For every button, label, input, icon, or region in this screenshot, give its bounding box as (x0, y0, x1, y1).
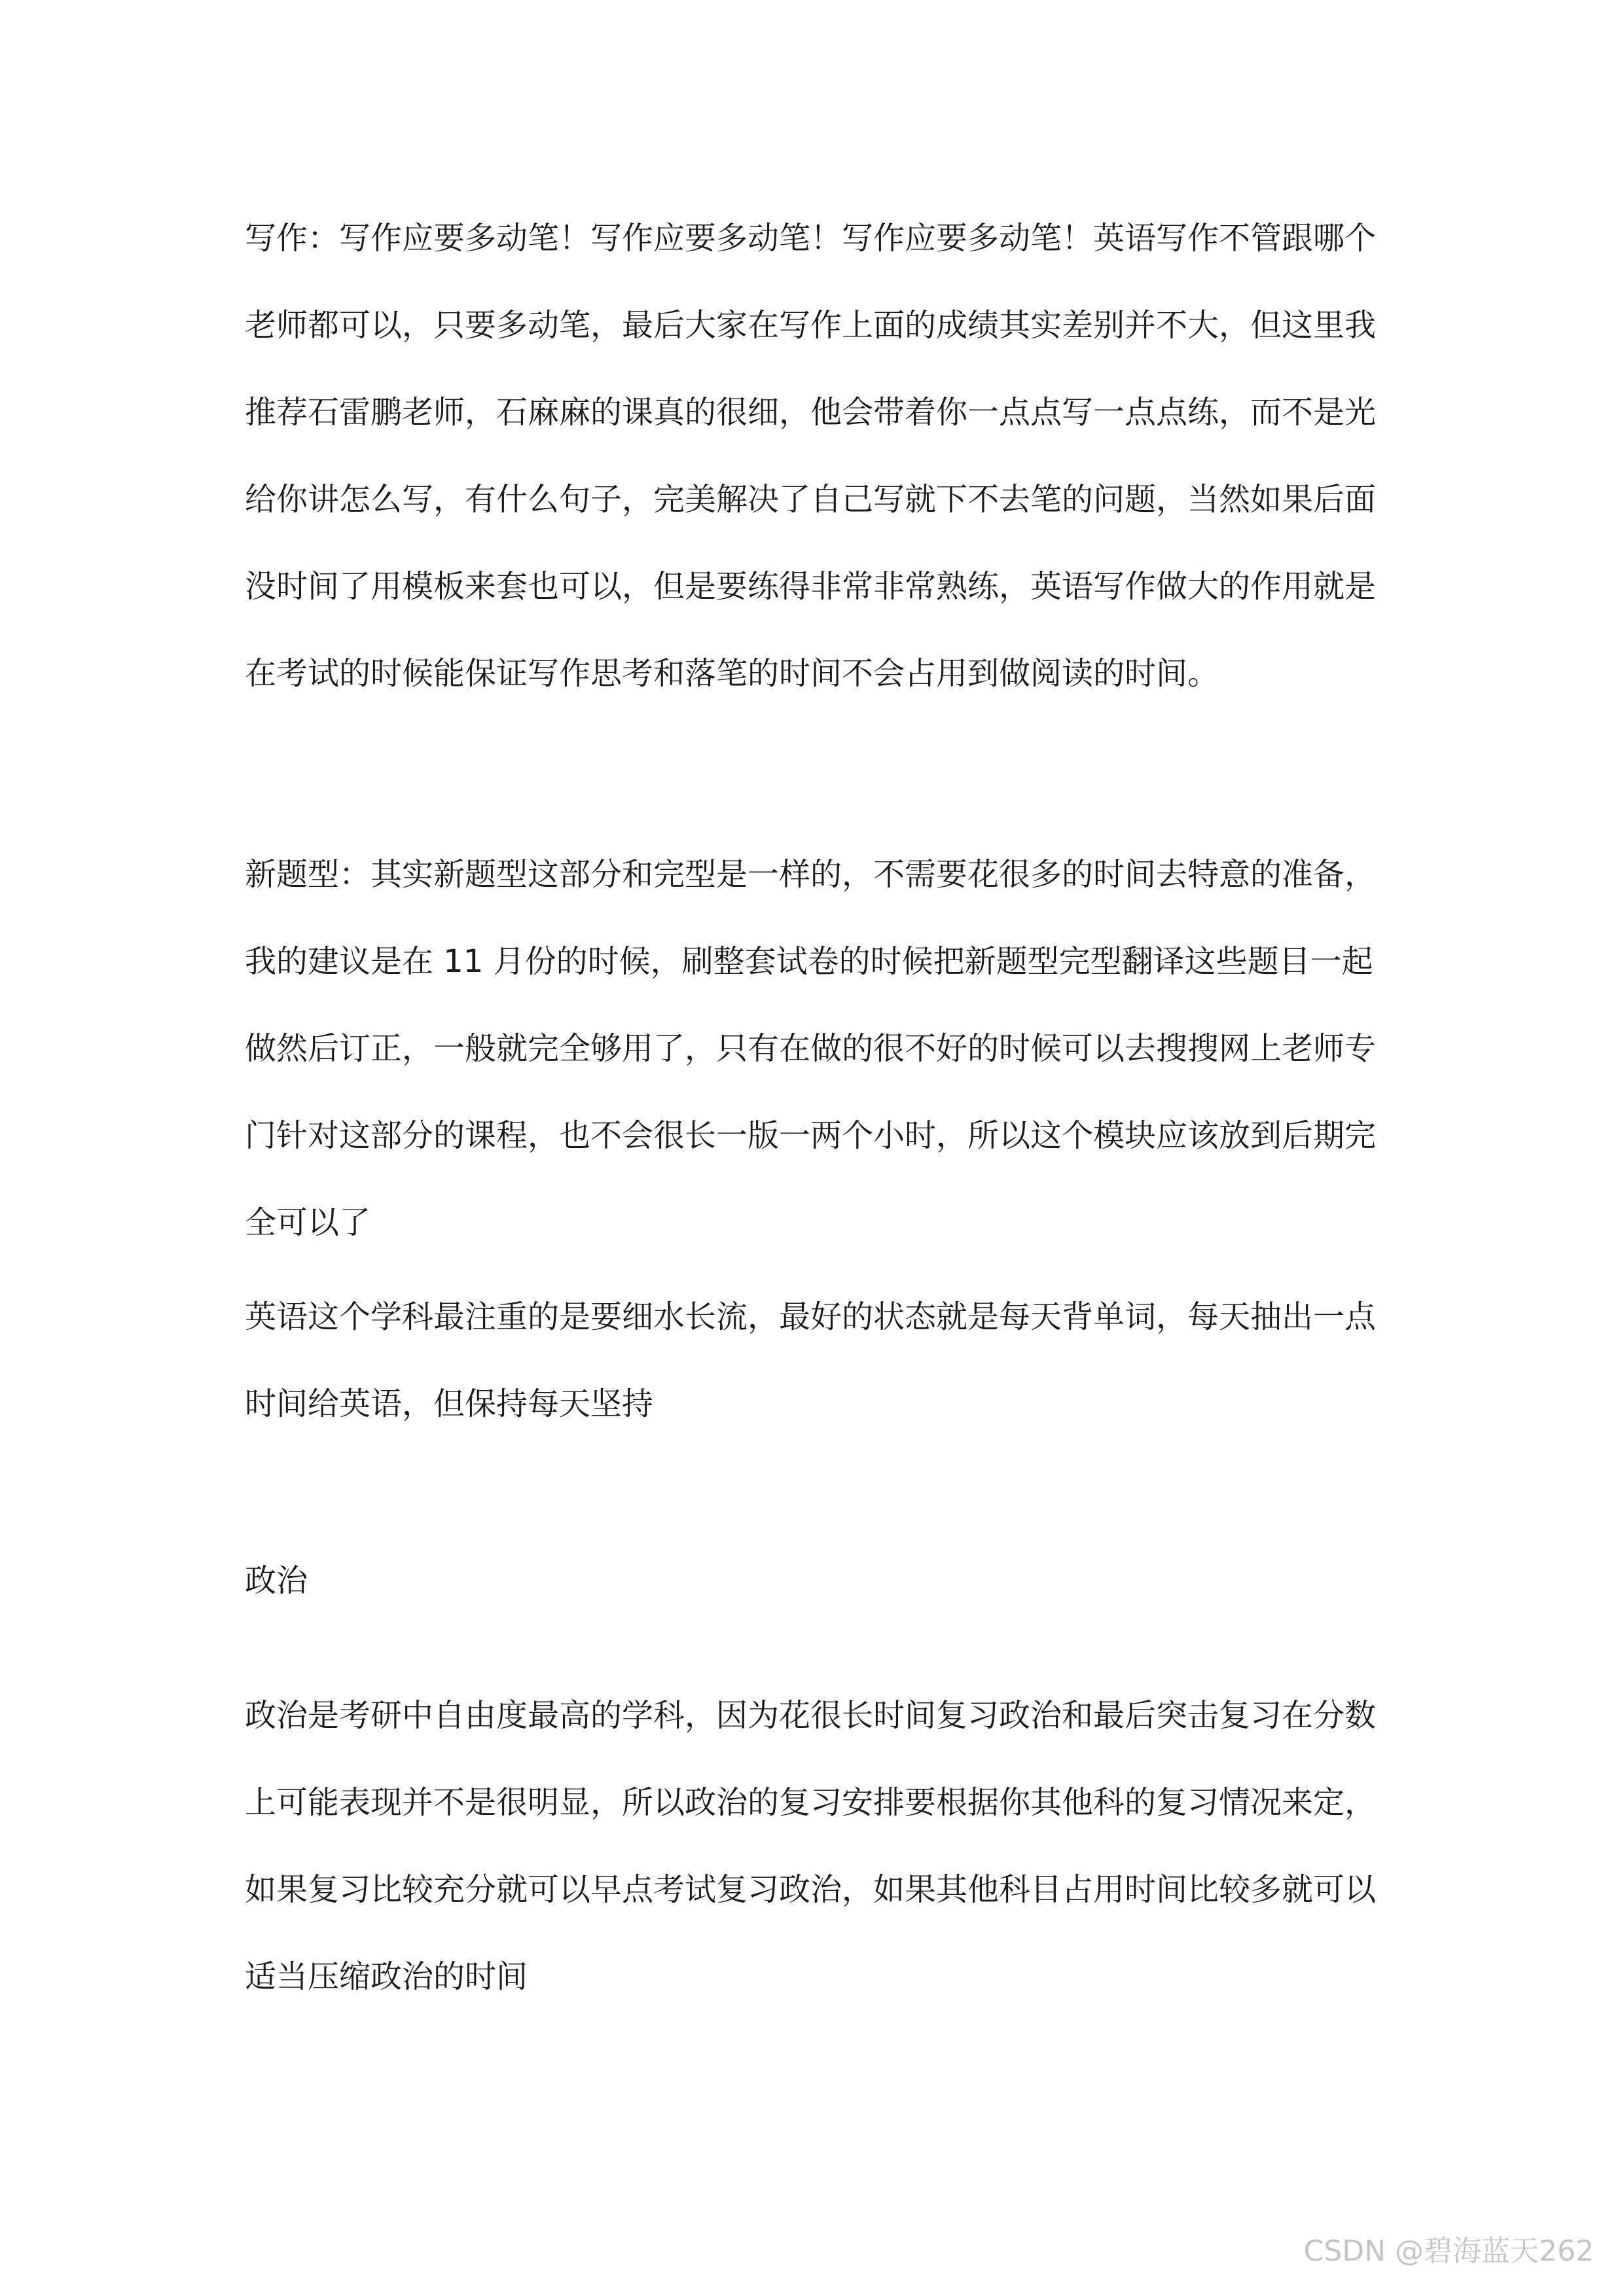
section-heading-politics: 政治 (245, 1562, 308, 1599)
csdn-watermark: CSDN @碧海蓝天262 (1303, 2234, 1594, 2268)
paragraph-new-question-type: 新题型：其实新题型这部分和完型是一样的，不需要花很多的时间去特意的准备，我的建议是在 11 月份的时候，刷整套试卷的时候把新题型完型翻译这些题目一起做然后订正，一般就完全够用了，只有在做的很不好的时候可以去搜搜网上老师专门针对这部分的课程，也不会很长一版一两个小时，所以这个模块应该放到后期完全可以了 (245, 856, 1377, 1241)
paragraph-english-summary: 英语这个学科最注重的是要细水长流，最好的状态就是每天背单词，每天抽出一点时间给英语，但保持每天坚持 (245, 1299, 1377, 1422)
paragraph-writing: 写作：写作应要多动笔！写作应要多动笔！写作应要多动笔！英语写作不管跟哪个老师都可以，只要多动笔，最后大家在写作上面的成绩其实差别并不大，但这里我推荐石雷鹏老师，石麻麻的课真的很细，他会带着你一点点写一点点练，而不是光给你讲怎么写，有什么句子，完美解决了自己写就下不去笔的问题，当然如果后面没时间了用模板来套也可以，但是要练得非常非常熟练，英语写作做大的作用就是在考试的时候能保证写作思考和落笔的时间不会占用到做阅读的时间。 (245, 220, 1377, 692)
paragraph-politics: 政治是考研中自由度最高的学科，因为花很长时间复习政治和最后突击复习在分数上可能表现并不是很明显，所以政治的复习安排要根据你其他科的复习情况来定，如果复习比较充分就可以早点考试复习政治，如果其他科目占用时间比较多就可以适当压缩政治的时间 (245, 1697, 1377, 1995)
